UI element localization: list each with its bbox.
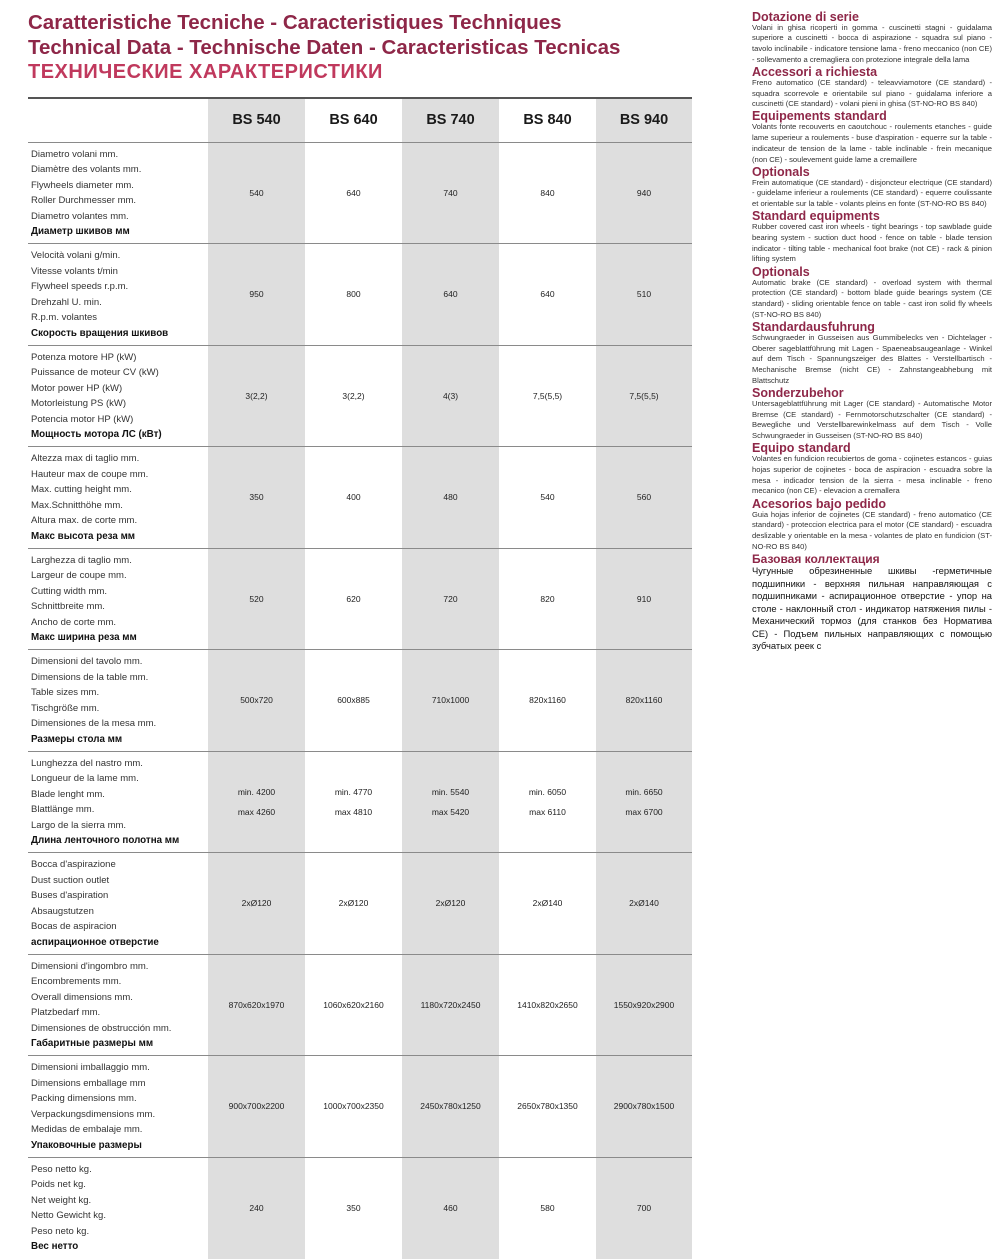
spec-value: 2xØ140 [532,898,563,909]
spec-value: 820x1160 [625,695,663,706]
spec-value-cell [208,447,305,549]
spec-label: Packing dimensions mm. [31,1093,137,1104]
spec-value-cell [208,1056,305,1158]
spec-value-cell [305,548,402,650]
spec-value-cell [402,447,499,549]
spec-label-cell [28,853,208,955]
spec-value: 1550x920x2900 [613,999,675,1010]
table-row [28,954,692,1056]
spec-value: 540 [540,492,555,503]
spec-label: Diametro volani mm. [31,148,119,160]
model-header-bs-640: BS 640 [305,98,402,142]
section-heading: Optionals [752,264,810,279]
spec-value-cell [596,142,692,244]
spec-value: 710x1000 [431,695,470,706]
spec-value: max 4260 [237,806,276,817]
section-heading: Standard equipments [752,209,880,224]
spec-value: 800 [346,289,361,300]
model-header-bs-740: BS 740 [402,98,499,142]
model-header-bs-840: BS 840 [499,98,596,142]
spec-value-cell [208,650,305,752]
spec-label: Dimensioni imballaggio mm. [31,1062,150,1073]
spec-label: Dimensiones de obstrucción mm. [31,1022,172,1034]
spec-value: 640 [346,187,361,198]
spec-label: Макс ширина реза мм [31,632,137,643]
spec-value: 940 [636,187,652,198]
spec-label: Overall dimensions mm. [31,991,133,1003]
spec-label: Макс высота реза мм [31,530,136,542]
spec-label: Buses d'aspiration [31,890,109,901]
spec-value: 640 [443,289,458,300]
spec-value: 2xØ140 [629,898,659,909]
spec-value: min. 4770 [334,786,373,797]
spec-label: аспирационное отверстие [31,936,159,948]
spec-value-cell [305,142,402,244]
spec-value: 700 [636,1203,652,1213]
spec-value: 7,5(5,5) [629,390,659,401]
spec-label: Tischgröße mm. [31,702,100,714]
section-heading: Базовая коллектация [752,551,880,566]
spec-value-cell [402,954,499,1056]
page-title-line: ТЕХНИЧЕСКИЕ ХАРАКТЕРИСТИКИ [28,61,383,83]
spec-value: max 6110 [529,806,566,817]
spec-value: max 4810 [334,806,373,817]
spec-label-cell [28,244,208,346]
spec-value-cell [596,244,692,346]
spec-label: Velocità volani g/min. [31,250,121,261]
spec-value-cell [208,954,305,1056]
spec-label: Diamètre des volants mm. [31,164,142,175]
spec-label: Мощность мотора ЛС (кВт) [31,429,162,440]
table-row [28,142,692,244]
spec-label: R.p.m. volantes [31,312,97,323]
spec-label: Bocca d'aspirazione [31,859,116,870]
spec-label: Dimensions de la table mm. [31,671,149,683]
spec-value-cell [305,853,402,955]
spec-value-cell [305,345,402,447]
spec-value: 1410x820x2650 [517,999,578,1010]
spec-label: Potenza motore HP (kW) [31,351,137,363]
spec-label-cell [28,142,208,244]
section-body: Frein automatique (CE standard) - disjoncteur electrique (CE standard) - guidelame inferieur a roulements (CE standard) - equerre coulissante et orientable sur la table - volants pleins en fonte (ST-NO-RO BS 840) [752,177,992,209]
spec-label: Упаковочные размеры [31,1139,142,1151]
spec-value-cell [499,1056,596,1158]
table-header-row [28,98,692,142]
spec-value-cell [402,853,499,955]
spec-value-cell [596,548,692,650]
spec-value-cell [596,1056,692,1158]
section-body: Automatic brake (CE standard) - overload system with thermal protection (CE standard) - bottom blade guide bearings system (CE standard) - sliding orientable fence on table - cast iron solid fly wheels (ST-NO-RO BS 840) [752,277,992,319]
section-heading: Sonderzubehor [752,385,844,400]
equipment-description-column [752,10,992,653]
spec-label-cell [28,345,208,447]
spec-label-cell [28,1056,208,1158]
spec-value-cell [596,1157,692,1259]
spec-value: 540 [249,187,264,198]
spec-label: Blattlänge mm. [31,804,95,815]
spec-label: Table sizes mm. [31,687,100,698]
spec-value: min. 5540 [431,786,470,797]
spec-value: max 6700 [625,806,663,817]
spec-value: 2xØ120 [241,898,272,909]
spec-value: 600x885 [337,695,370,706]
spec-value: 3(2,2) [342,390,365,401]
spec-value-cell [402,345,499,447]
spec-label: Poids net kg. [31,1179,86,1190]
spec-label: Lunghezza del nastro mm. [31,757,143,769]
spec-value: 520 [249,593,264,604]
spec-value: min. 6050 [528,786,567,797]
spec-label: Platzbedarf mm. [31,1007,101,1018]
spec-value-cell [208,345,305,447]
spec-value-cell [499,244,596,346]
spec-value-cell [208,142,305,244]
spec-label: Largeur de coupe mm. [31,570,127,581]
spec-label: Длина ленточного полотна мм [31,835,180,846]
section-body: Volantes en fundicion recubiertos de goma - cojinetes estancos - guias hojas superior de cojinetes - boca de aspiracion - escuadra sobre la mesa - indicador tension de la sierra - mesa inclinable - freno mecanico (non CE) - elevacion a cremallera [752,454,992,496]
spec-value: 480 [443,492,458,503]
table-row [28,650,692,752]
section-heading: Equipo standard [752,441,851,456]
section-heading: Standardausfuhrung [752,319,875,334]
spec-value: 900x700x2200 [228,1101,285,1112]
page-header [28,10,728,85]
spec-value: 640 [540,289,555,300]
spec-value-cell [305,954,402,1056]
section-body: Schwungraeder in Gusseisen aus Gummibelecks ven - Dichtelager - Oberer sageblattführung mit Lagen - Spaeneabsaugeanlage - Winkel auf dem Tisch - Spannungszeiger des Blattes - Verstellbartisch - Mechanische Bremse (nicht CE) - Zahnstangeabhebung mit Blattschutz [752,332,992,385]
spec-label: Ancho de corte mm. [31,616,117,628]
spec-value-cell [305,650,402,752]
spec-value: min. 4200 [237,786,276,797]
spec-label: Flywheel speeds r.p.m. [31,281,129,292]
spec-label: Encombrements mm. [31,976,122,987]
section-body: Rubber covered cast iron wheels - tight bearings - top sawblade guide bearing system - suction duct hood - fence on table - blade tension indicator - tilting table - mechanical foot brake (not CE) - rack & pinion lifting system [752,222,992,264]
spec-value: 870x620x1970 [228,999,285,1010]
spec-value: 2450x780x1250 [420,1101,481,1112]
spec-value-cell [208,751,305,853]
section-heading: Optionals [752,164,810,179]
spec-value: 510 [636,289,652,300]
spec-label: Peso netto kg. [31,1163,92,1175]
spec-value: 1180x720x2450 [420,999,481,1010]
spec-label: Габаритные размеры мм [31,1038,154,1049]
section-heading: Equipements standard [752,109,887,124]
spec-value: min. 6650 [625,786,663,797]
section-heading: Dotazione di serie [752,9,859,24]
spec-label: Peso neto kg. [31,1225,90,1237]
spec-value: 2xØ120 [338,898,369,909]
technical-data-table [28,97,692,1259]
spec-value-cell [499,853,596,955]
spec-value-cell [596,751,692,853]
spec-value-cell [499,345,596,447]
spec-label: Absaugstutzen [31,905,94,917]
spec-value: 840 [540,187,555,198]
page-title-line: Technical Data - Technische Daten - Caracteristicas Tecnicas [28,36,621,59]
spec-value: 820 [540,593,555,604]
spec-value-cell [305,751,402,853]
section-heading: Acesorios bajo pedido [752,496,887,511]
spec-label: Hauteur max de coupe mm. [31,468,149,480]
spec-label: Max. cutting height mm. [31,484,132,495]
spec-value-cell [402,1157,499,1259]
spec-value: 240 [249,1203,264,1213]
spec-label: Schnittbreite mm. [31,601,105,612]
spec-value-cell [305,1157,402,1259]
spec-label: Netto Gewicht kg. [31,1210,106,1221]
spec-label: Размеры стола мм [31,733,123,745]
page-title-line: Caratteristiche Tecniche - Caracteristiques Techniques [28,11,562,34]
spec-value-cell [499,142,596,244]
spec-label: Bocas de aspiracion [31,921,117,932]
spec-value: 2xØ120 [435,898,466,909]
spec-value: 560 [636,492,652,503]
spec-label: Puissance de moteur CV (kW) [31,367,159,378]
spec-value: 620 [346,593,361,604]
spec-value: 950 [249,289,264,300]
section-body: Untersageblattführung mit Lager (CE standard) - Automatische Motor Bremse (CE standard) - Fernmotorschutzschalter (CE standard) - Bewegliche und Verstellbarewinkelmass auf dem Tisch - Volle Schwungraeder in Gusseisen (ST-NO-RO BS 840) [752,398,992,441]
spec-value-cell [208,244,305,346]
spec-label: Скорость вращения шкивов [31,327,169,339]
spec-label: Motorleistung PS (kW) [31,398,127,409]
spec-value: 500x720 [240,695,273,706]
spec-label: Verpackungsdimensions mm. [31,1108,156,1120]
spec-value: 350 [249,492,264,503]
table-row [28,244,692,346]
spec-value: 3(2,2) [245,390,268,401]
spec-label: Vitesse volants t/min [31,265,118,277]
spec-label-cell [28,954,208,1056]
spec-label: Dust suction outlet [31,874,110,886]
spec-value-cell [596,447,692,549]
spec-label: Altezza max di taglio mm. [31,453,140,464]
spec-value-cell [499,548,596,650]
table-row [28,1157,692,1259]
spec-label: Вес нетто [31,1241,79,1252]
spec-value: 400 [346,492,361,503]
spec-value-cell [402,650,499,752]
spec-value: max 5420 [431,806,470,817]
spec-label-cell [28,548,208,650]
spec-label: Longueur de la lame mm. [31,773,139,784]
spec-value: 2900x780x1500 [613,1101,675,1112]
spec-label: Dimensioni d'ingombro mm. [31,960,149,972]
section-body: Guia hojas inferior de cojinetes (CE standard) - freno automatico (CE standard) - proteccion electrica para el motor (CE standard) - escuadra deslizable y orientable en la mesa - volantes de plato en fundicion (ST-NO-RO BS 840) [752,509,992,551]
spec-value: 720 [443,593,458,604]
section-body: Volani in ghisa ricoperti in gomma - cuscinetti stagni - guidalama superiore a cuscinetti - bocca di aspirazione - squadra sul piano - tavolo inclinabile - indicatore tensione lama - freno meccanico (non CE) - sollevamento a cremagliera con protezione integrale della lama [752,22,992,64]
spec-value-cell [305,244,402,346]
section-body: Volants fonte recouverts en caoutchouc - roulements etanches - guide lame superieur a roulements - buse d'aspiration - equerre sur la table - indicateur de tension de la lame - table inclinable - frein mecanique (non CE) - soulevement guide lame a cremaillere [752,122,992,164]
spec-value-cell [499,447,596,549]
spec-value-cell [402,548,499,650]
table-row [28,853,692,955]
spec-label-cell [28,650,208,752]
spec-value-cell [596,650,692,752]
spec-label: Medidas de embalaje mm. [31,1124,143,1135]
spec-label: Larghezza di taglio mm. [31,554,132,566]
spec-label: Max.Schnitthöhe mm. [31,499,123,511]
spec-value: 4(3) [442,390,459,401]
spec-value-cell [305,447,402,549]
section-body: Чугунные обрезиненные шкивы -герметичные подшипники - верхняя пильная направляющая с подшипниками - аспирационное отверстие - упор на столе - наклонный стол - индикатор натяжения пилы - Механический тормоз (для станков без Норматива CE) - Подъем пильных направляющих с помощью зубчатых реек с [752,564,992,652]
spec-label: Cutting width mm. [31,585,108,597]
spec-label: Diametro volantes mm. [31,210,129,222]
spec-value-cell [402,244,499,346]
spec-value-cell [596,954,692,1056]
section-body: Freno automatico (CE standard) - teleavviamotore (CE standard) - squadra scorrevole e orientabile sul piano - guidalama inferiore a cuscinetti (CE standard) - volani pieni in ghisa (ST-NO-RO BS 840) [752,77,992,109]
spec-label: Motor power HP (kW) [31,382,123,394]
spec-label: Dimensioni del tavolo mm. [31,656,143,667]
spec-value: 1060x620x2160 [323,999,384,1010]
spec-label: Drehzahl U. min. [31,296,102,308]
spec-label: Potencia motor HP (kW) [31,413,134,425]
table-row [28,1056,692,1158]
spec-label: Dimensiones de la mesa mm. [31,718,157,729]
spec-value-cell [208,548,305,650]
spec-value-cell [402,751,499,853]
spec-label-cell [28,1157,208,1259]
spec-value: 740 [443,187,458,198]
header-label-cell [28,98,208,142]
model-header-bs-940: BS 940 [596,98,692,142]
spec-label: Altura max. de corte mm. [31,515,138,526]
spec-value-cell [499,751,596,853]
spec-value-cell [596,345,692,447]
spec-value: 820x1160 [529,695,566,706]
spec-value: 7,5(5,5) [532,390,563,401]
spec-value-cell [596,853,692,955]
spec-label-cell [28,447,208,549]
spec-value-cell [499,954,596,1056]
model-header-bs-540: BS 540 [208,98,305,142]
spec-value: 2650x780x1350 [517,1101,578,1112]
spec-value: 580 [540,1203,555,1213]
table-row [28,345,692,447]
spec-value-cell [208,853,305,955]
spec-value-cell [402,142,499,244]
section-heading: Accessori a richiesta [752,64,878,79]
table-row [28,548,692,650]
table-row [28,447,692,549]
spec-label: Flywheels diameter mm. [31,179,134,191]
spec-label: Диаметр шкивов мм [31,226,130,237]
spec-value: 910 [636,593,652,604]
spec-value: 1000x700x2350 [323,1101,384,1112]
spec-label: Net weight kg. [31,1194,92,1206]
spec-value-cell [499,650,596,752]
spec-value-cell [208,1157,305,1259]
spec-label: Dimensions emballage mm [31,1077,146,1089]
spec-value-cell [499,1157,596,1259]
table-row [28,751,692,853]
spec-value-cell [402,1056,499,1158]
spec-label-cell [28,751,208,853]
spec-label: Largo de la sierra mm. [31,819,127,831]
spec-label: Blade lenght mm. [31,788,105,800]
spec-label: Roller Durchmesser mm. [31,195,137,206]
spec-value: 350 [346,1203,361,1213]
spec-value-cell [305,1056,402,1158]
spec-value: 460 [443,1203,458,1213]
